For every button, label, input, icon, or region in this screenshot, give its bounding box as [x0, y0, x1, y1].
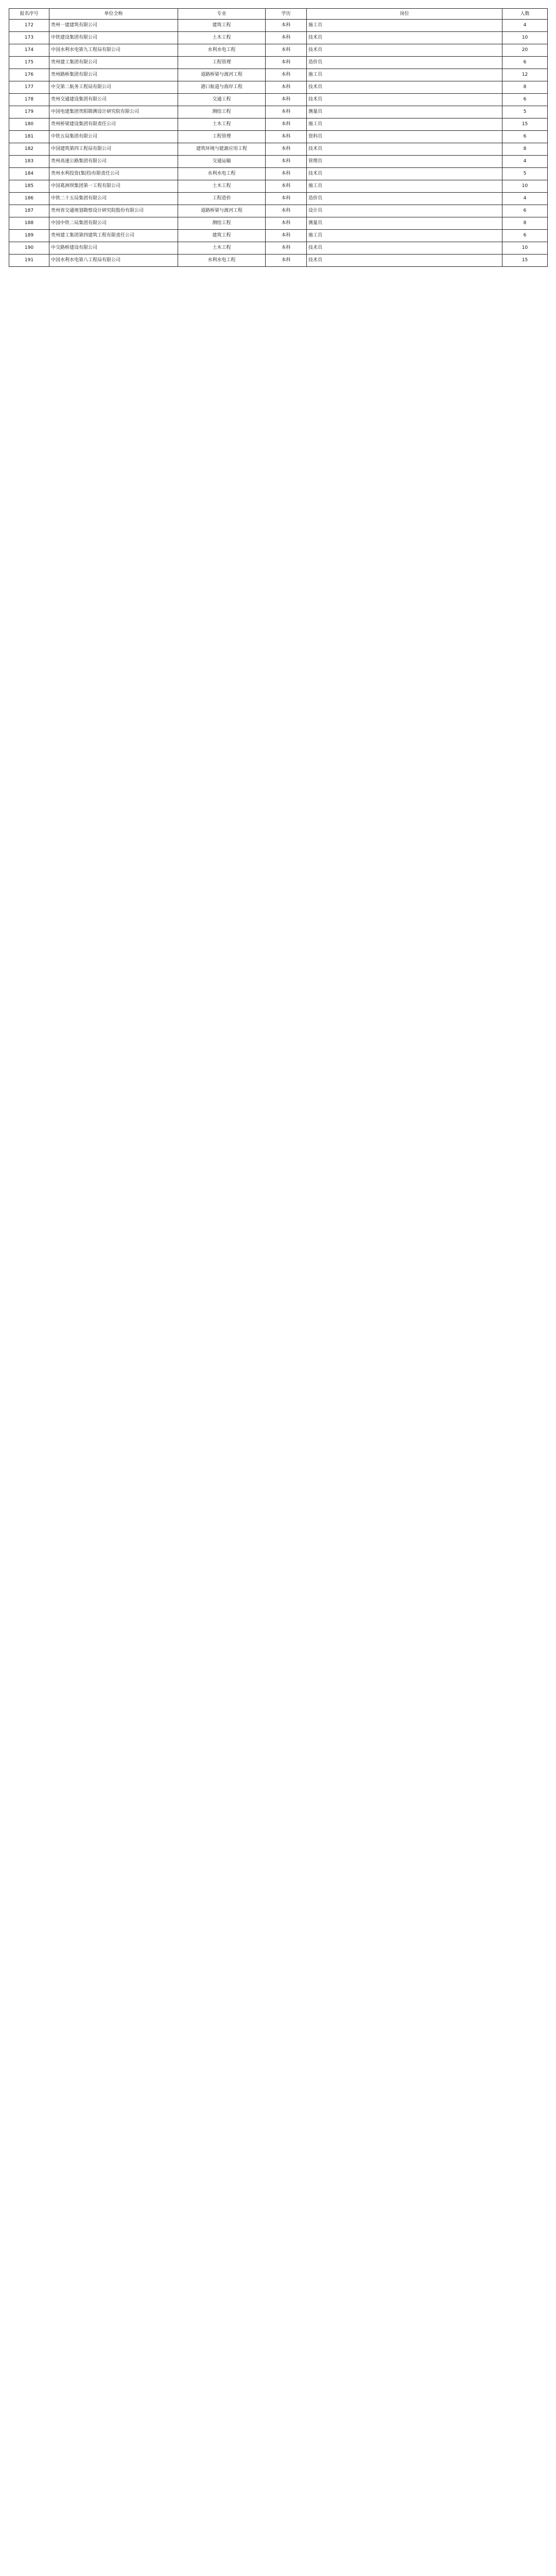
company-cell: 中国建筑第四工程局有限公司: [49, 143, 178, 156]
row-index-cell: 178: [9, 94, 49, 106]
table-row: [9, 193, 548, 205]
major-cell: 测绘工程: [178, 106, 266, 118]
row-index-cell: 191: [9, 255, 49, 267]
row-index-cell: 172: [9, 20, 49, 32]
table-row: [9, 217, 548, 230]
company-cell: 贵州高速公路集团有限公司: [49, 156, 178, 168]
position-cell: 技术员: [307, 94, 502, 106]
company-cell: 中国水利水电第八工程局有限公司: [49, 255, 178, 267]
table-row: [9, 69, 548, 81]
company-cell: 贵州建工集团第四建筑工程有限责任公司: [49, 230, 178, 242]
company-cell: 贵州路桥集团有限公司: [49, 69, 178, 81]
company-cell: 贵州建工集团有限公司: [49, 57, 178, 69]
table-row: [9, 20, 548, 32]
table-row: [9, 106, 548, 118]
row-index-cell: 187: [9, 205, 49, 217]
major-cell: 土木工程: [178, 32, 266, 44]
row-index-cell: 185: [9, 180, 49, 193]
count-cell: 5: [502, 106, 548, 118]
degree-cell: 本科: [266, 44, 307, 57]
count-cell: 4: [502, 20, 548, 32]
table-row: [9, 156, 548, 168]
count-cell: 8: [502, 81, 548, 94]
row-index-cell: 183: [9, 156, 49, 168]
row-index-cell: 176: [9, 69, 49, 81]
degree-cell: 本科: [266, 94, 307, 106]
degree-cell: 本科: [266, 106, 307, 118]
row-index-cell: 182: [9, 143, 49, 156]
table-row: [9, 180, 548, 193]
row-index-cell: 180: [9, 118, 49, 131]
degree-cell: 本科: [266, 193, 307, 205]
row-index-cell: 186: [9, 193, 49, 205]
table-row: [9, 118, 548, 131]
table-header-row: [9, 9, 548, 20]
position-cell: 设计员: [307, 205, 502, 217]
count-cell: 6: [502, 57, 548, 69]
row-index-cell: 188: [9, 217, 49, 230]
count-cell: 20: [502, 44, 548, 57]
table-row: [9, 242, 548, 255]
table-row: [9, 44, 548, 57]
major-cell: 水利水电工程: [178, 168, 266, 180]
degree-cell: 本科: [266, 118, 307, 131]
major-cell: 工程造价: [178, 193, 266, 205]
degree-cell: 本科: [266, 230, 307, 242]
major-cell: 土木工程: [178, 118, 266, 131]
major-cell: 建筑环境与能源应用工程: [178, 143, 266, 156]
table-row: [9, 230, 548, 242]
company-cell: 中国水利水电第九工程局有限公司: [49, 44, 178, 57]
position-cell: 测量员: [307, 106, 502, 118]
company-cell: 中国电建集团贵阳勘测设计研究院有限公司: [49, 106, 178, 118]
degree-cell: 本科: [266, 242, 307, 255]
count-cell: 6: [502, 131, 548, 143]
position-cell: 技术员: [307, 32, 502, 44]
major-cell: 建筑工程: [178, 20, 266, 32]
row-index-cell: 181: [9, 131, 49, 143]
row-index-cell: 174: [9, 44, 49, 57]
position-cell: 技术员: [307, 44, 502, 57]
company-cell: 中交路桥建设有限公司: [49, 242, 178, 255]
major-cell: 交通工程: [178, 94, 266, 106]
major-cell: 道路桥梁与渡河工程: [178, 205, 266, 217]
degree-cell: 本科: [266, 168, 307, 180]
table-row: [9, 131, 548, 143]
table-row: [9, 168, 548, 180]
major-cell: 测绘工程: [178, 217, 266, 230]
row-index-cell: 177: [9, 81, 49, 94]
count-cell: 4: [502, 193, 548, 205]
count-cell: 5: [502, 168, 548, 180]
position-cell: 施工员: [307, 230, 502, 242]
count-cell: 10: [502, 32, 548, 44]
major-cell: 工程管理: [178, 131, 266, 143]
position-cell: 管理员: [307, 156, 502, 168]
header-cell: 岗位: [307, 9, 502, 20]
position-cell: 造价员: [307, 57, 502, 69]
company-cell: 中铁建设集团有限公司: [49, 32, 178, 44]
header-cell: 专业: [178, 9, 266, 20]
row-index-cell: 179: [9, 106, 49, 118]
header-cell: 报名序号: [9, 9, 49, 20]
recruitment-table: [9, 8, 548, 267]
count-cell: 8: [502, 143, 548, 156]
count-cell: 4: [502, 156, 548, 168]
company-cell: 中铁五局集团有限公司: [49, 131, 178, 143]
degree-cell: 本科: [266, 255, 307, 267]
table-row: [9, 143, 548, 156]
table-row: [9, 81, 548, 94]
position-cell: 技术员: [307, 255, 502, 267]
company-cell: 中国中铁二局集团有限公司: [49, 217, 178, 230]
position-cell: 技术员: [307, 143, 502, 156]
table-row: [9, 94, 548, 106]
major-cell: 港口航道与海岸工程: [178, 81, 266, 94]
position-cell: 造价员: [307, 193, 502, 205]
degree-cell: 本科: [266, 180, 307, 193]
position-cell: 施工员: [307, 180, 502, 193]
degree-cell: 本科: [266, 69, 307, 81]
major-cell: 土木工程: [178, 180, 266, 193]
position-cell: 测量员: [307, 217, 502, 230]
position-cell: 技术员: [307, 242, 502, 255]
position-cell: 施工员: [307, 118, 502, 131]
table-row: [9, 205, 548, 217]
header-cell: 人数: [502, 9, 548, 20]
degree-cell: 本科: [266, 131, 307, 143]
major-cell: 建筑工程: [178, 230, 266, 242]
position-cell: 施工员: [307, 20, 502, 32]
company-cell: 中交第二航务工程局有限公司: [49, 81, 178, 94]
position-cell: 资料员: [307, 131, 502, 143]
company-cell: 贵州水利投资(集团)有限责任公司: [49, 168, 178, 180]
count-cell: 6: [502, 230, 548, 242]
position-cell: 技术员: [307, 168, 502, 180]
position-cell: 施工员: [307, 69, 502, 81]
row-index-cell: 189: [9, 230, 49, 242]
company-cell: 贵州一建建筑有限公司: [49, 20, 178, 32]
major-cell: 工程管理: [178, 57, 266, 69]
count-cell: 15: [502, 255, 548, 267]
major-cell: 土木工程: [178, 242, 266, 255]
header-cell: 学历: [266, 9, 307, 20]
row-index-cell: 173: [9, 32, 49, 44]
company-cell: 贵州省交通规划勘察设计研究院股份有限公司: [49, 205, 178, 217]
degree-cell: 本科: [266, 81, 307, 94]
count-cell: 10: [502, 180, 548, 193]
major-cell: 水利水电工程: [178, 44, 266, 57]
table-row: [9, 255, 548, 267]
count-cell: 15: [502, 118, 548, 131]
count-cell: 6: [502, 94, 548, 106]
degree-cell: 本科: [266, 32, 307, 44]
degree-cell: 本科: [266, 156, 307, 168]
count-cell: 10: [502, 242, 548, 255]
row-index-cell: 190: [9, 242, 49, 255]
header-cell: 单位全称: [49, 9, 178, 20]
count-cell: 6: [502, 205, 548, 217]
count-cell: 12: [502, 69, 548, 81]
count-cell: 8: [502, 217, 548, 230]
position-cell: 技术员: [307, 81, 502, 94]
major-cell: 水利水电工程: [178, 255, 266, 267]
major-cell: 道路桥梁与渡河工程: [178, 69, 266, 81]
degree-cell: 本科: [266, 205, 307, 217]
degree-cell: 本科: [266, 217, 307, 230]
table-body: [9, 20, 548, 267]
company-cell: 中铁二十五局集团有限公司: [49, 193, 178, 205]
degree-cell: 本科: [266, 57, 307, 69]
row-index-cell: 175: [9, 57, 49, 69]
company-cell: 贵州桥梁建设集团有限责任公司: [49, 118, 178, 131]
major-cell: 交通运输: [178, 156, 266, 168]
degree-cell: 本科: [266, 20, 307, 32]
company-cell: 中国葛洲坝集团第一工程有限公司: [49, 180, 178, 193]
table-row: [9, 57, 548, 69]
degree-cell: 本科: [266, 143, 307, 156]
company-cell: 贵州交通建设集团有限公司: [49, 94, 178, 106]
table-row: [9, 32, 548, 44]
row-index-cell: 184: [9, 168, 49, 180]
